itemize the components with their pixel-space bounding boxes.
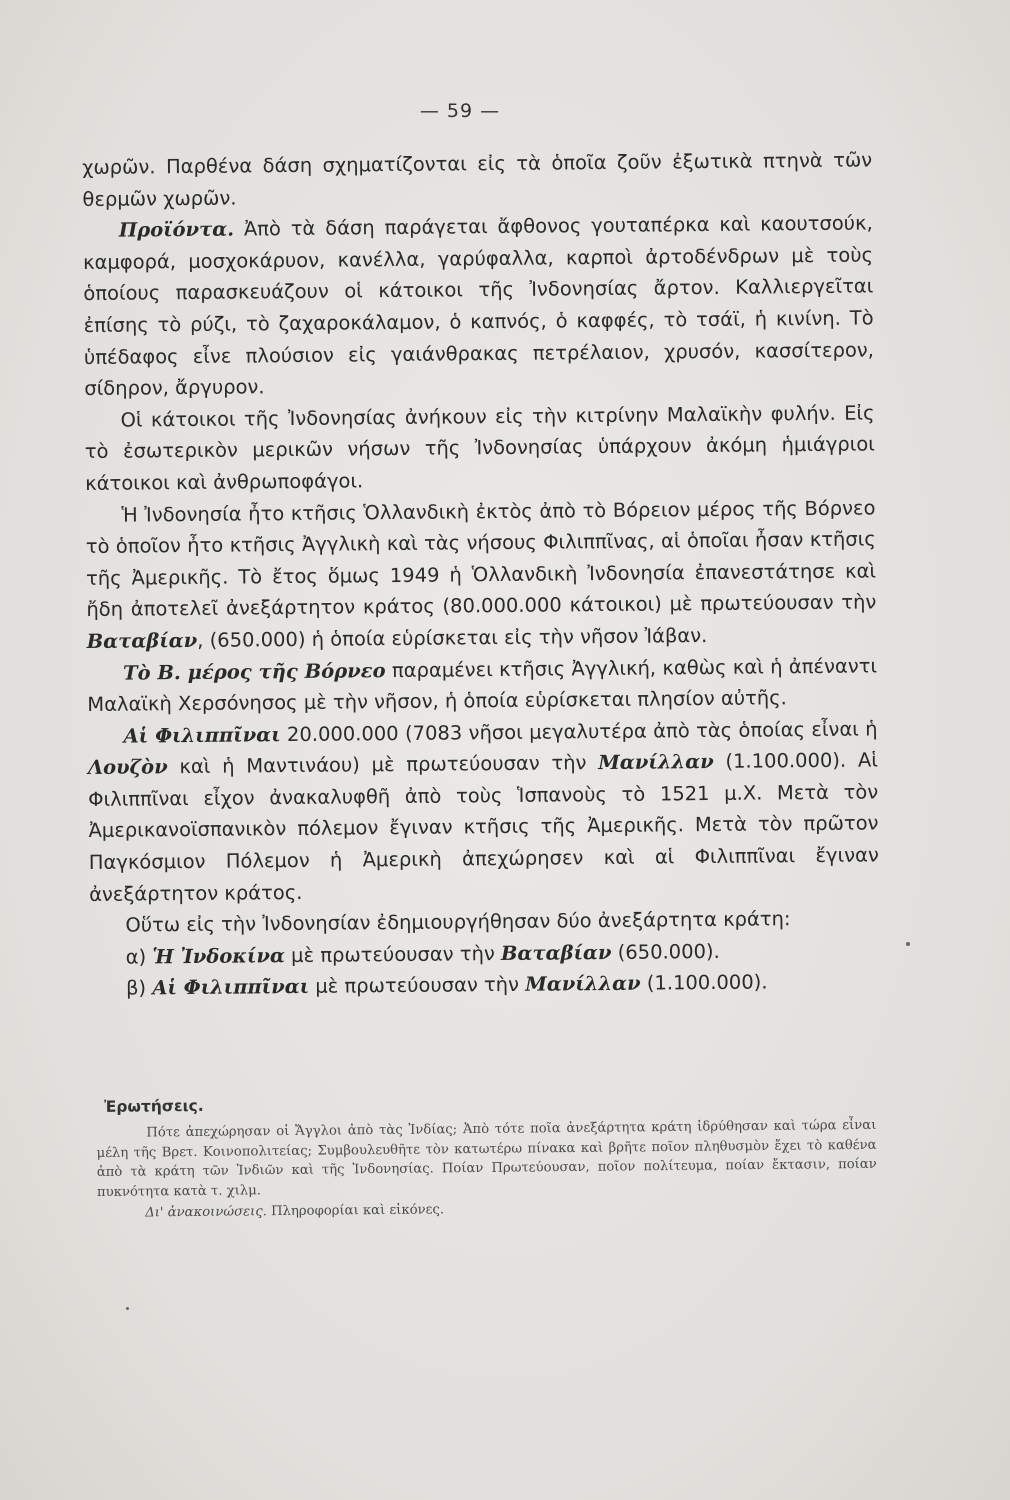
- philippines-text-a: 20.000.000 (7083 νῆσοι μεγαλυτέρα ἀπὸ τὰς ὁποίας εἶναι ἡ: [280, 717, 878, 746]
- paragraph-philippines: [87, 713, 879, 910]
- list-b-label: Αἱ Φιλιππῖναι: [152, 975, 310, 1000]
- philippines-label: Αἱ Φιλιππῖναι: [123, 722, 281, 748]
- paragraph-inhabitants: Οἱ κάτοικοι τῆς Ἰνδονησίας ἀνήκουν εἰς τὴν κιτρίνην Μαλαϊκὴν φυλήν. Εἰς τὸ ἐσωτερικὸν μερικῶν νήσων τῆς Ἰνδονησίας ὑπάρχουν ἀκόμη ἡμιάγριοι κάτοικοι καὶ ἀνθρωποφάγοι.: [84, 401, 875, 495]
- philippines-text-c: (1.100.000). Αἱ Φιλιππῖναι εἶχον ἀνακαλυφθῆ ἀπὸ τοὺς Ἱσπανοὺς τὸ 1521 μ.Χ. Μετὰ τὸν Ἀμερικανοϊσπανικὸν πόλεμον ἔγιναν κτῆσις τῆς Ἀμερικῆς. Μετὰ τὸν πρῶτον Παγκόσμιον Πόλεμον ἡ Ἀμερικὴ ἀπεχώρησεν καὶ αἱ Φιλιππῖναι ἔγιναν ἀνεξάρτητον κράτος.: [88, 748, 879, 906]
- ink-speck: [126, 1307, 129, 1310]
- paragraph-states: Οὕτω εἰς τὴν Ἰνδονησίαν ἐδημιουργήθησαν δύο ἀνεξάρτητα κράτη:: [125, 907, 791, 937]
- list-b-mid: μὲ πρωτεύουσαν τὴν: [309, 973, 526, 999]
- borneo-label: Τὸ Β. μέρος τῆς Βόρνεο: [122, 658, 386, 685]
- list-b-pop: (1.100.000).: [640, 970, 768, 996]
- borneo-text-a: παραμένει κτῆσις Ἀγγλική, καθὼς: [385, 655, 727, 682]
- list-a-pop: (650.000).: [611, 939, 720, 964]
- products-text: Ἀπὸ τὰ δάση παράγεται ἄφθονος γουταπέρκα καὶ καουτσούκ, καμφορά, μοσχοκάρυον, κανέλλα, γαρύφαλλα, καρποὶ ἀρτοδένδρων μὲ τοὺς ὁποίους παρασκευάζουν οἱ κάτοικοι τῆς Ἰνδονησίας ἄρτον. Καλλιεργεῖται ἐπίσης τὸ ρύζι, τὸ ζαχαροκάλαμον, ὁ καπνός, ὁ καφφές, τὸ τσάϊ, ἡ κινίνη. Τὸ ὑπέδαφος εἶνε πλούσιον εἰς γαιάνθρακας πετρέλαιον, χρυσόν, κασσίτερον, σίδηρον, ἄργυρον.: [82, 211, 875, 401]
- luzon-label: Λουζὸν: [87, 755, 168, 780]
- paragraph-history: [85, 492, 876, 658]
- list-a-capital: Βαταβίαν: [500, 940, 612, 965]
- note-text: Πληροφορίαι καὶ εἰκόνες.: [266, 1202, 445, 1220]
- list-item-b: [90, 966, 880, 1005]
- questions-heading: Ἐρωτήσεις.: [103, 1096, 204, 1116]
- ink-speck: [906, 942, 910, 946]
- paragraph-products: [83, 208, 875, 405]
- paragraph-borneo: [87, 650, 878, 721]
- philippines-text-b: καὶ ἡ Μαντινάου) μὲ πρωτεύουσαν τὴν: [167, 751, 599, 779]
- history-text: Ἡ Ἰνδονησία ἦτο κτῆσις Ὁλλανδικὴ ἐκτὸς ἀπὸ τὸ Βόρειον μέρος τῆς Βόρνεο τὸ ὁποῖον ἦτο κτῆσις Ἀγγλικὴ καὶ τὰς νήσους Φιλιππῖνας, αἱ ὁποῖαι ἦσαν κτῆσις τῆς Ἀμερικῆς. Τὸ ἔτος ὅμως 1949 ἡ Ὁλλανδικὴ Ἰνδονησία ἐπανεστάτησε καὶ ἤδη ἀποτελεῖ ἀνεξάρτητον κράτος (80.000.000 κάτοικοι) μὲ πρωτεύουσαν τὴν: [85, 495, 877, 622]
- list-b-capital: Μανίλλαν: [525, 972, 641, 997]
- capital-batavia: Βαταβίαν: [86, 628, 198, 653]
- history-end: , (650.000) ἡ ὁποία εὑρίσκεται εἰς τὴν νῆσον Ἰάβαν.: [197, 623, 708, 652]
- questions-text: Πότε ἀπεχώρησαν οἱ Ἄγγλοι ἀπὸ τὰς Ἰνδίας; Ἀπὸ τότε ποῖα ἀνεξάρτητα κράτη ἱδρύθησαν καὶ τώρα εἶναι μέλη τῆς Βρετ. Κοινοπολιτείας; Συμβουλευθῆτε τὸν κατωτέρω πίνακα καὶ βρῆτε ποῖον πληθυσμὸν ἔχει τὸ καθένα ἀπὸ τὰ κράτη τῶν Ἰνδιῶν καὶ τῆς Ἰνδονησίας. Ποίαν Πρωτεύουσαν, ποῖον πολίτευμα, ποίαν ἔκτασιν, ποίαν πυκνότητα κατὰ τ. χιλμ.: [96, 1117, 877, 1200]
- main-text: [82, 144, 880, 1005]
- note-label: Δι' ἀνακοινώσεις.: [145, 1204, 267, 1221]
- list-a-label: Ἡ Ἰνδοκίνα: [152, 943, 286, 969]
- list-a-prefix: α): [125, 945, 153, 969]
- list-b-prefix: β): [125, 976, 153, 1001]
- list-a-mid: μὲ πρωτεύουσαν τὴν: [284, 941, 502, 967]
- borneo-text-b: καὶ ἡ ἀπέναντι Μαλαϊκὴ Χερσόνησος μὲ τὴν νῆσον, ἡ ὁποία εὑρίσκεται πλησίον αὐτῆς.: [87, 653, 878, 717]
- page-number: — 59 —: [419, 100, 501, 122]
- products-label: Προϊόντα.: [118, 217, 235, 242]
- questions-section: [96, 1090, 877, 1224]
- capital-manila: Μανίλλαν: [598, 750, 714, 775]
- paragraph-intro: χωρῶν. Παρθένα δάση σχηματίζονται εἰς τὰ ὁποῖα ζοῦν ἐξωτικὰ πτηνὰ τῶν θερμῶν χωρῶν.: [82, 148, 873, 211]
